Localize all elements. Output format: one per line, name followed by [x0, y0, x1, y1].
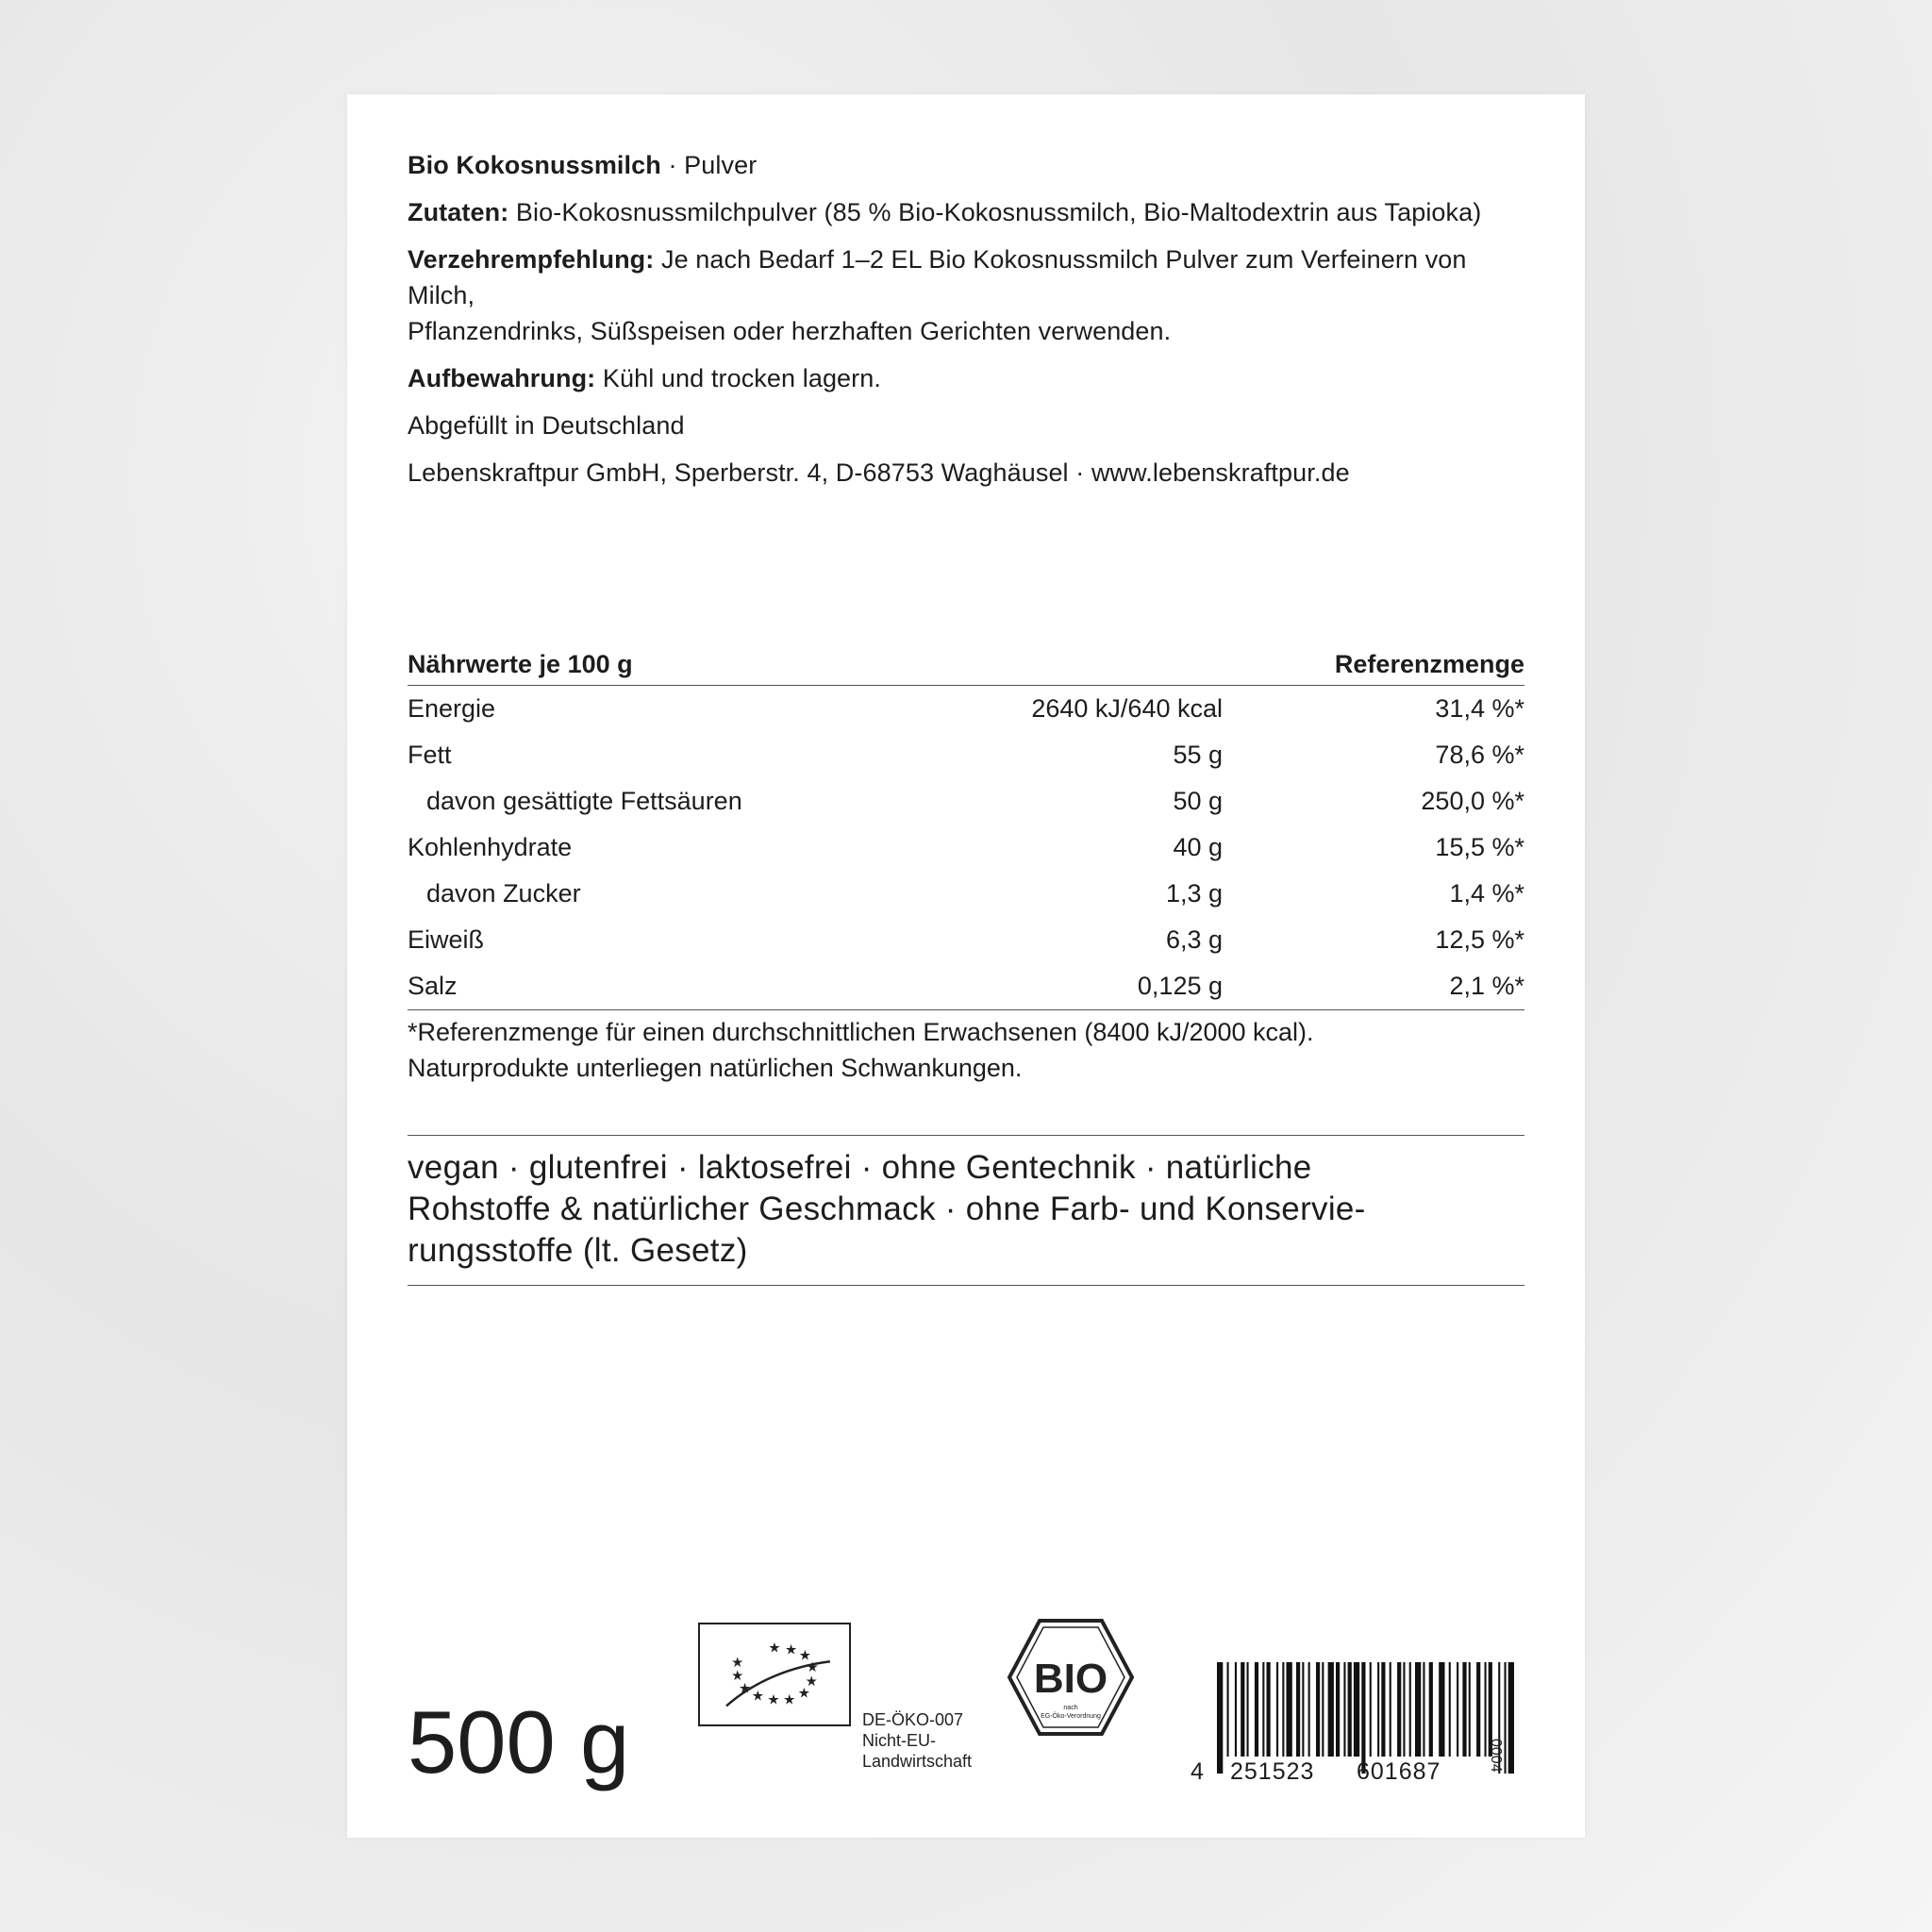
- product-separator: ·: [668, 151, 677, 179]
- svg-text:★: ★: [785, 1641, 798, 1658]
- svg-text:★: ★: [767, 1691, 780, 1708]
- nutrient-value: 2640 kJ/640 kcal: [1031, 694, 1223, 723]
- barcode-bar: [1316, 1662, 1320, 1757]
- barcode-bar: [1439, 1662, 1444, 1757]
- barcode-bar: [1377, 1662, 1379, 1757]
- barcode-bar: [1247, 1662, 1249, 1757]
- organic-certification: [862, 1709, 972, 1772]
- barcode-bar: [1241, 1662, 1244, 1757]
- barcode-bar: [1469, 1662, 1471, 1757]
- barcode-bar: [1302, 1662, 1304, 1757]
- recommendation-line2: Pflanzendrinks, Süßspeisen oder herzhaften Gerichten verwenden.: [408, 317, 1172, 345]
- nutrient-value: 1,3 g: [1165, 879, 1223, 908]
- table-row: [408, 917, 1524, 963]
- svg-text:★: ★: [798, 1647, 811, 1664]
- bio-seal-sub2: EG-Öko-Verordnung: [1041, 1713, 1101, 1720]
- nutrient-value: 50 g: [1173, 787, 1223, 815]
- barcode-bar: [1276, 1662, 1278, 1757]
- barcode-bar: [1381, 1662, 1385, 1757]
- svg-text:★: ★: [783, 1691, 796, 1708]
- product-claims: [408, 1135, 1524, 1286]
- nutrient-ref: 78,6 %*: [1435, 741, 1524, 769]
- claims-line1: vegan · glutenfrei · laktosefrei · ohne Gentechnik · natürliche: [408, 1149, 1312, 1186]
- eu-organic-leaf-icon: [698, 1623, 851, 1726]
- barcode-bar: [1476, 1662, 1480, 1757]
- nutrient-value: 55 g: [1173, 741, 1223, 769]
- storage-text: Kühl und trocken lagern.: [602, 364, 881, 392]
- recommendation-line1: Je nach Bedarf 1–2 EL Bio Kokosnussmilch Pulver zum Verfeinern von Milch,: [408, 245, 1467, 309]
- barcode-bar: [1457, 1662, 1458, 1757]
- nutrient-value: 6,3 g: [1165, 925, 1223, 954]
- nutrient-ref: 2,1 %*: [1223, 963, 1524, 1010]
- cert-origin-2: Landwirtschaft: [862, 1752, 973, 1771]
- product-label: [347, 94, 1585, 1838]
- product-title: [408, 147, 1524, 183]
- claims-line2: Rohstoffe & natürlicher Geschmack · ohne Farb- und Konservie-: [408, 1191, 1366, 1227]
- bio-seal-graphic: [1006, 1617, 1136, 1738]
- nutrient-ref: 12,5 %*: [1435, 925, 1524, 954]
- nutrient-name: davon gesättigte Fettsäuren: [426, 787, 742, 815]
- cert-origin-1: Nicht-EU-: [862, 1731, 937, 1750]
- barcode-bar: [1328, 1662, 1334, 1757]
- nutrient-name: Eiweiß: [408, 925, 485, 954]
- nutrition-header-right: Referenzmenge: [1223, 641, 1524, 686]
- label-content: [408, 147, 1524, 1286]
- nutrient-ref: 250,0 %*: [1421, 787, 1524, 815]
- claims-line3: rungsstoffe (lt. Gesetz): [408, 1232, 748, 1269]
- barcode-bar: [1390, 1662, 1391, 1757]
- table-row: [408, 824, 1524, 871]
- barcode-bar: [1415, 1662, 1421, 1757]
- barcode-group-right: 601687: [1357, 1758, 1441, 1785]
- barcode-bar: [1423, 1662, 1424, 1757]
- barcode-bar: [1235, 1662, 1237, 1757]
- barcode-bar: [1296, 1662, 1300, 1757]
- svg-text:★: ★: [731, 1655, 744, 1672]
- barcode-group-left: 251523: [1230, 1758, 1315, 1785]
- svg-text:★: ★: [751, 1688, 764, 1705]
- svg-text:★: ★: [768, 1640, 781, 1657]
- barcode-bar: [1462, 1662, 1466, 1757]
- barcode-bar: [1508, 1662, 1514, 1774]
- recommendation: [408, 242, 1524, 349]
- nutrition-footnote: [408, 1014, 1524, 1086]
- product-name: Bio Kokosnussmilch: [408, 151, 661, 179]
- spacer: [408, 502, 1524, 641]
- barcode-bar: [1370, 1662, 1372, 1757]
- nutrient-name: Energie: [408, 694, 496, 723]
- svg-text:★: ★: [738, 1680, 752, 1697]
- nutrient-name: davon Zucker: [426, 879, 581, 908]
- barcode-bar: [1409, 1662, 1411, 1757]
- barcode-bar: [1348, 1662, 1352, 1757]
- ingredients: [408, 194, 1524, 230]
- ingredients-label: Zutaten:: [408, 198, 509, 226]
- svg-text:★: ★: [731, 1667, 744, 1684]
- barcode-bar: [1308, 1662, 1310, 1757]
- barcode-addon: 0004: [1488, 1739, 1504, 1773]
- barcode-bar: [1403, 1662, 1405, 1757]
- storage-label: Aufbewahrung:: [408, 364, 596, 392]
- nutrient-ref: 1,4 %*: [1449, 879, 1524, 908]
- nutrition-header-left: Nährwerte je 100 g: [408, 641, 1223, 686]
- company-address: Lebenskraftpur GmbH, Sperberstr. 4, D-68753 Waghäusel · www.lebenskraftpur.de: [408, 458, 1350, 487]
- barcode-bar: [1429, 1662, 1433, 1757]
- nutrient-name: Fett: [408, 741, 452, 769]
- net-weight: 500 g: [408, 1692, 630, 1791]
- svg-text:★: ★: [797, 1685, 811, 1702]
- barcode-bar: [1255, 1662, 1258, 1757]
- svg-text:★: ★: [805, 1673, 818, 1690]
- table-row: [408, 778, 1524, 824]
- nutrient-name: Kohlenhydrate: [408, 833, 573, 861]
- barcode-bar: [1262, 1662, 1264, 1757]
- barcode-first-digit: 4: [1191, 1758, 1204, 1785]
- bio-seal-sub1: nach: [1063, 1705, 1078, 1711]
- table-row: [408, 732, 1524, 778]
- nutrient-name: Salz: [408, 963, 789, 1010]
- cert-code: DE-ÖKO-007: [862, 1710, 964, 1729]
- product-variant: Pulver: [684, 151, 758, 179]
- recommendation-label: Verzehrempfehlung:: [408, 245, 655, 274]
- footnote-reference: *Referenzmenge für einen durchschnittlichen Erwachsenen (8400 kJ/2000 kcal).: [408, 1018, 1314, 1046]
- barcode-bar: [1282, 1662, 1284, 1757]
- nutrition-header-row: [408, 641, 1524, 686]
- table-row: [408, 963, 1524, 1010]
- table-row: [408, 871, 1524, 917]
- barcode-bar: [1336, 1662, 1340, 1757]
- origin: Abgefüllt in Deutschland: [408, 411, 685, 440]
- nutrient-ref: 15,5 %*: [1435, 833, 1524, 861]
- barcode-bar: [1361, 1662, 1365, 1774]
- table-row: [408, 686, 1524, 733]
- nutrition-table: [408, 641, 1524, 1010]
- svg-text:★: ★: [806, 1659, 819, 1676]
- barcode-bar: [1354, 1662, 1359, 1757]
- nutrient-value: 40 g: [1173, 833, 1223, 861]
- barcode-bar: [1287, 1662, 1292, 1757]
- footnote-natural: Naturprodukte unterliegen natürlichen Schwankungen.: [408, 1054, 1023, 1082]
- barcode-bar: [1449, 1662, 1451, 1757]
- barcode-bar: [1397, 1662, 1401, 1757]
- barcode-bar: [1267, 1662, 1271, 1757]
- barcode-bar: [1505, 1662, 1507, 1774]
- bio-seal-text: BIO: [1033, 1656, 1108, 1702]
- eu-leaf-graphic: [700, 1624, 849, 1724]
- storage: [408, 360, 1524, 396]
- barcode-bar: [1322, 1662, 1324, 1757]
- nutrient-ref: 31,4 %*: [1435, 694, 1524, 723]
- barcode-bar: [1217, 1662, 1223, 1774]
- barcode-bar: [1343, 1662, 1345, 1757]
- nutrient-value: 0,125 g: [789, 963, 1223, 1010]
- bio-hexagon-seal-icon: [1006, 1617, 1136, 1738]
- ingredients-text: Bio-Kokosnussmilchpulver (85 % Bio-Kokosnussmilch, Bio-Maltodextrin aus Tapioka): [515, 198, 1482, 226]
- barcode-bar: [1227, 1662, 1229, 1757]
